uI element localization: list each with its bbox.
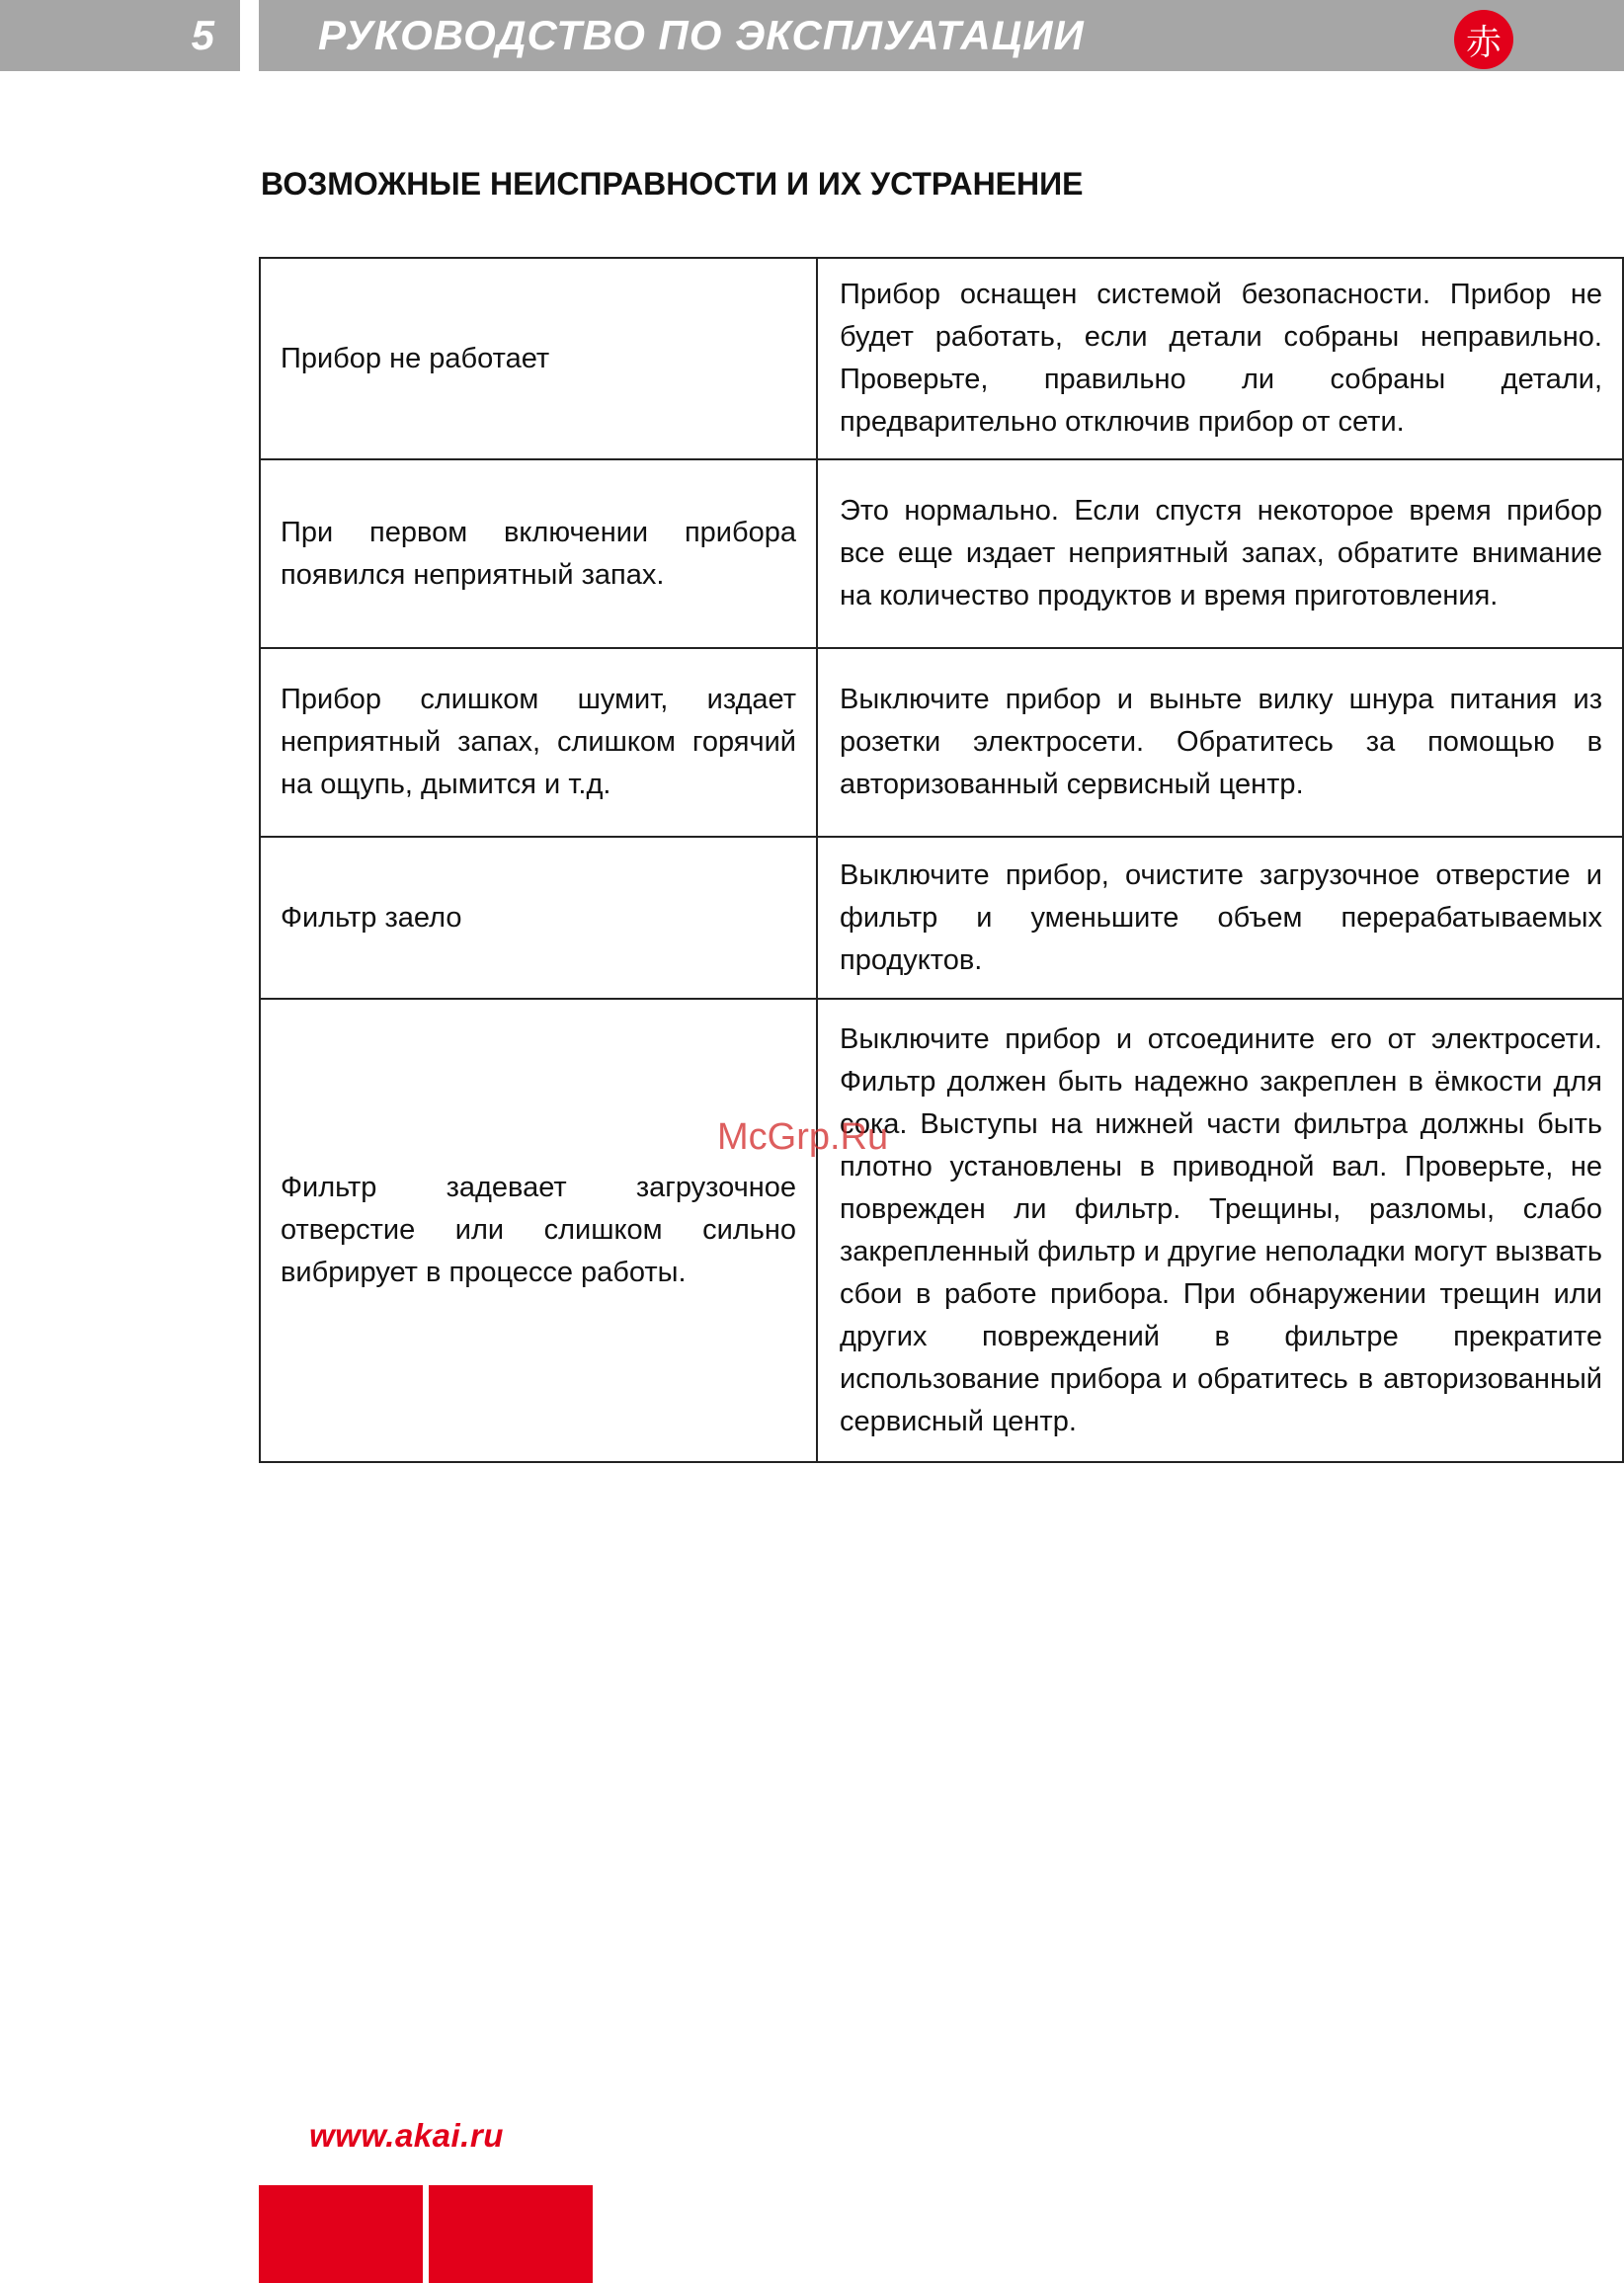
solution-cell: Прибор оснащен системой безопасности. Прибор не будет работать, если детали собраны неправильно. Проверьте, правильно ли собраны детали, предварительно отключив прибор от сети. [817,258,1623,459]
table-row [260,459,1623,648]
footer-url[interactable]: www.akai.ru [309,2117,504,2154]
solution-cell: Выключите прибор и отсоедините его от электросети. Фильтр должен быть надежно закреплен в ёмкости для сока. Выступы на нижней части фильтра должны быть плотно установлены в приводной вал. Проверьте, не поврежден ли фильтр. Трещины, разломы, слабо закрепленный фильтр и другие неполадки могут вызвать сбои в работе прибора. При обнаружении трещин или других повреждений в фильтре прекратите использование прибора и обратитесь в авторизованный сервисный центр. [817,999,1623,1462]
watermark: McGrp.Ru [717,1116,889,1158]
solution-cell: Это нормально. Если спустя некоторое время прибор все еще издает неприятный запах, обратите внимание на количество продуктов и время приготовления. [817,459,1623,648]
solution-cell: Выключите прибор, очистите загрузочное отверстие и фильтр и уменьшите объем перерабатываемых продуктов. [817,837,1623,999]
solution-cell: Выключите прибор и выньте вилку шнура питания из розетки электросети. Обратитесь за помощью в авторизованный сервисный центр. [817,648,1623,837]
problem-cell: Фильтр задевает загрузочное отверстие или слишком сильно вибрирует в процессе работы. [260,999,817,1462]
troubleshooting-table [259,257,1624,1463]
header-title: РУКОВОДСТВО ПО ЭКСПЛУАТАЦИИ [259,0,1624,71]
footer-red-block [429,2185,593,2283]
table-row [260,837,1623,999]
table-row [260,999,1623,1462]
table-row [260,258,1623,459]
section-title: ВОЗМОЖНЫЕ НЕИСПРАВНОСТИ И ИХ УСТРАНЕНИЕ [261,166,1084,202]
problem-cell: Прибор не работает [260,258,817,459]
footer-red-block [259,2185,423,2283]
akai-logo-icon: 赤 [1454,10,1513,69]
table-row [260,648,1623,837]
page-number: 5 [0,0,240,71]
problem-cell: При первом включении прибора появился неприятный запах. [260,459,817,648]
problem-cell: Прибор слишком шумит, издает неприятный запах, слишком горячий на ощупь, дымится и т.д. [260,648,817,837]
problem-cell: Фильтр заело [260,837,817,999]
